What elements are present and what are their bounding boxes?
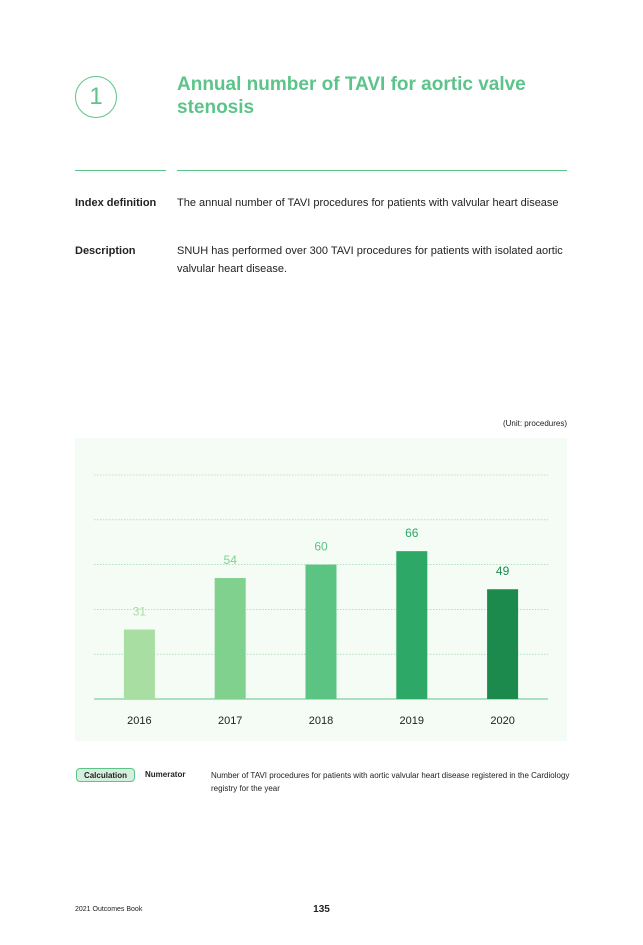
data-label-2016: 31 <box>132 604 147 619</box>
footer-book-title: 2021 Outcomes Book <box>75 906 143 913</box>
bar-2020 <box>487 589 518 699</box>
bar-chart <box>75 438 567 741</box>
tick-label-2017: 2017 <box>217 715 243 727</box>
data-label-2020: 49 <box>495 564 510 579</box>
tick-label-2018: 2018 <box>308 715 334 727</box>
description-label: Description <box>75 245 136 257</box>
bar-2016 <box>124 630 155 699</box>
description-text: SNUH has performed over 300 TAVI procedures for patients with isolated aortic valvular heart disease. <box>177 245 563 275</box>
unit-label: (Unit: procedures) <box>502 419 567 428</box>
bar-2018 <box>306 565 337 699</box>
index-definition-text: The annual number of TAVI procedures for patients with valvular heart disease <box>177 197 559 209</box>
data-label-2017: 54 <box>223 553 237 568</box>
calculation-badge: Calculation <box>76 768 135 782</box>
index-definition-label: Index definition <box>75 197 157 209</box>
numerator-text: Number of TAVI procedures for patients with aortic valvular heart disease registered in the Cardiology registry for the year <box>211 771 570 793</box>
section-number: 1 <box>75 76 117 118</box>
tick-label-2020: 2020 <box>490 715 515 727</box>
tick-label-2016: 2016 <box>127 715 152 727</box>
data-label-2018: 60 <box>314 539 328 554</box>
bar-2017 <box>215 578 246 699</box>
numerator-label: Numerator <box>145 770 186 779</box>
divider-right <box>177 170 567 171</box>
data-label-2019: 66 <box>405 526 419 541</box>
tick-label-2019: 2019 <box>399 715 425 727</box>
divider-left <box>75 170 166 171</box>
page-number: 135 <box>313 904 330 915</box>
bar-2019 <box>396 551 427 699</box>
page-title: Annual number of TAVI for aortic valve stenosis <box>177 74 526 118</box>
